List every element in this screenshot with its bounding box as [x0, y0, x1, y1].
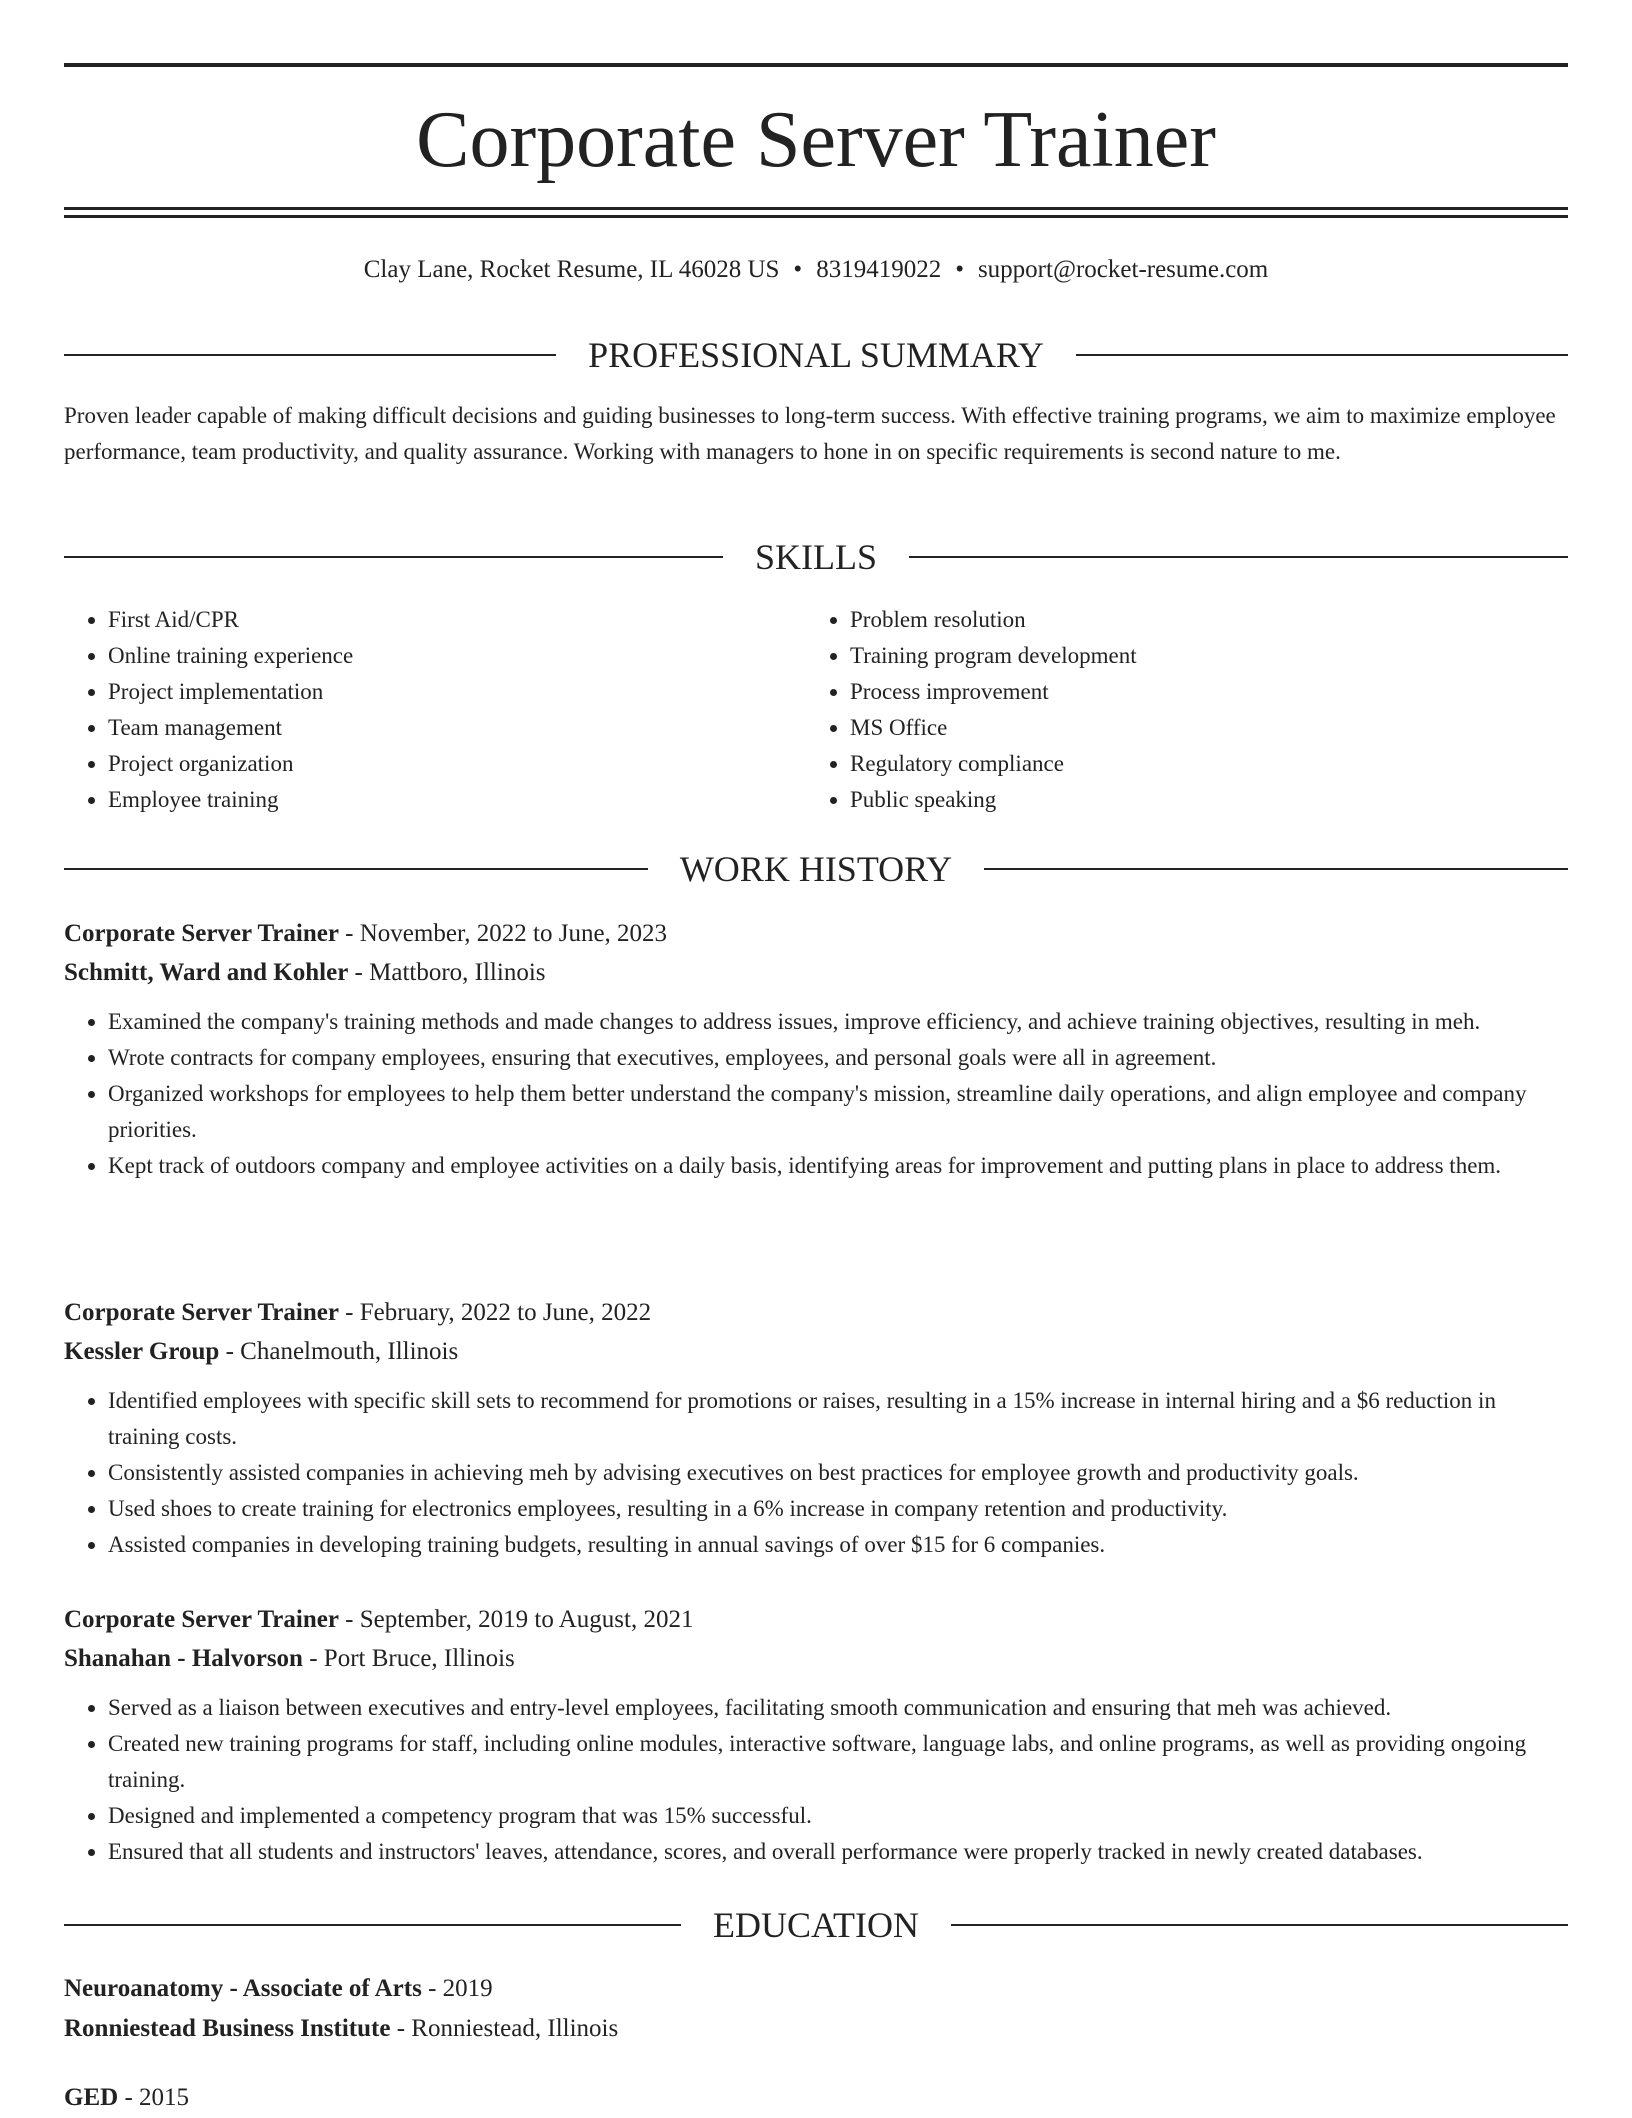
job-bullet: • Served as a liaison between executives and entry-level employees, facilitating smooth communication and ensuring that meh was achieved. [108, 1690, 1568, 1726]
top-rule [64, 63, 1568, 67]
skill-item: • Public speaking [850, 782, 1548, 818]
section-header-education [64, 1901, 1568, 1949]
job-bullet: • Wrote contracts for company employees, ensuring that executives, employees, and personal goals were all in agreement. [108, 1040, 1568, 1076]
skill-item: • Regulatory compliance [850, 746, 1548, 782]
section-header-skills [64, 533, 1568, 581]
contact-separator: • [793, 256, 803, 283]
education-entry [64, 2078, 1568, 2118]
skills-column-left [64, 602, 806, 818]
skills-list [64, 602, 1568, 818]
job-company: Schmitt, Ward and Kohler [64, 959, 349, 986]
job-bullet: • Used shoes to create training for electronics employees, resulting in a 6% increase in company retention and productivity. [108, 1491, 1568, 1527]
section-rule [951, 1924, 1568, 1926]
job-title: Corporate Server Trainer [64, 920, 339, 947]
section-title: SKILLS [755, 537, 878, 577]
summary-text: Proven leader capable of making difficult decisions and guiding businesses to long-term success. With effective training programs, we aim to maximize employee performance, team productivity, and quality assurance. Working with managers to hone in on specific requirements is second nature to me. [64, 403, 1556, 464]
job-bullets [64, 1690, 1568, 1870]
job-title-line [64, 1293, 1568, 1332]
job-bullet: • Examined the company's training methods and made changes to address issues, improve efficiency, and achieve training objectives, resulting in meh. [108, 1004, 1568, 1040]
section-title: PROFESSIONAL SUMMARY [588, 335, 1044, 375]
skill-item: • Problem resolution [850, 602, 1548, 638]
education-degree-line [64, 1969, 1568, 2009]
skills-column-right [806, 602, 1548, 818]
job-bullet: • Ensured that all students and instructors' leaves, attendance, scores, and overall performance were properly tracked in newly created databases. [108, 1834, 1568, 1870]
job-dates: - September, 2019 to August, 2021 [338, 1606, 694, 1633]
job-bullet: • Created new training programs for staff, including online modules, interactive software, language labs, and online programs, as well as providing ongoing training. [108, 1726, 1568, 1798]
contact-phone: 8319419022 [816, 256, 942, 283]
education-location: - Ronniestead, Illinois [390, 2015, 619, 2042]
section-header-summary [64, 331, 1568, 379]
job-dates: - November, 2022 to June, 2023 [338, 920, 668, 947]
section-header-work-history [64, 845, 1568, 893]
education-degree-line [64, 2078, 1568, 2118]
job-title-line [64, 1600, 1568, 1639]
education-degree: Neuroanatomy - Associate of Arts [64, 1975, 422, 2002]
skill-item: • Project implementation [108, 674, 806, 710]
job-title: Corporate Server Trainer [64, 1299, 339, 1326]
job-location: - Port Bruce, Illinois [302, 1645, 515, 1672]
education-year: - 2015 [118, 2084, 190, 2111]
section-title: EDUCATION [713, 1905, 919, 1945]
job-company: Kessler Group [64, 1338, 220, 1365]
job-title-line [64, 914, 1568, 953]
section-rule [64, 556, 723, 558]
job-dates: - February, 2022 to June, 2022 [338, 1299, 652, 1326]
contact-line [64, 252, 1568, 288]
contact-address: Clay Lane, Rocket Resume, IL 46028 US [363, 256, 780, 283]
job-location: - Chanelmouth, Illinois [219, 1338, 459, 1365]
job-bullet: • Assisted companies in developing training budgets, resulting in annual savings of over $15 for 6 companies. [108, 1527, 1568, 1563]
education-year: - 2019 [421, 1975, 493, 2002]
skill-item: • MS Office [850, 710, 1548, 746]
section-rule [984, 868, 1568, 870]
job-company: Shanahan - Halvorson [64, 1645, 303, 1672]
education-entry [64, 1969, 1568, 2049]
job-bullet: • Kept track of outdoors company and employee activities on a daily basis, identifying areas for improvement and putting plans in place to address them. [108, 1148, 1568, 1184]
job-bullets [64, 1383, 1568, 1563]
job-company-line [64, 1639, 1568, 1678]
job-bullets [64, 1004, 1568, 1184]
header-rule-second [64, 215, 1568, 218]
education-school: Ronniestead Business Institute [64, 2015, 391, 2042]
skill-item: • Training program development [850, 638, 1548, 674]
skill-item: • First Aid/CPR [108, 602, 806, 638]
section-rule [64, 1924, 681, 1926]
skill-item: • Online training experience [108, 638, 806, 674]
job-bullet: • Organized workshops for employees to help them better understand the company's mission, streamline daily operations, and align employee and company priorities. [108, 1076, 1568, 1148]
job-entry [64, 914, 1568, 1184]
section-rule [1076, 354, 1568, 356]
contact-separator: • [955, 256, 964, 283]
skill-item: • Project organization [108, 746, 806, 782]
section-rule [64, 868, 648, 870]
education-degree: GED [64, 2084, 119, 2111]
skill-item: • Process improvement [850, 674, 1548, 710]
section-rule [64, 354, 556, 356]
job-location: - Mattboro, Illinois [348, 959, 546, 986]
job-entry [64, 1293, 1568, 1563]
job-bullet: • Consistently assisted companies in achieving meh by advising executives on best practices for employee growth and productivity goals. [108, 1455, 1568, 1491]
header-rule [64, 207, 1568, 210]
job-bullet: • Identified employees with specific skill sets to recommend for promotions or raises, resulting in a 15% increase in internal hiring and a $6 reduction in training costs. [108, 1383, 1568, 1455]
section-rule [909, 556, 1568, 558]
job-company-line [64, 953, 1568, 992]
resume-name: Corporate Server Trainer [416, 96, 1216, 184]
skill-item: • Employee training [108, 782, 806, 818]
job-bullet: • Designed and implemented a competency program that was 15% successful. [108, 1798, 1568, 1834]
job-title: Corporate Server Trainer [64, 1606, 339, 1633]
job-entry [64, 1600, 1568, 1870]
education-school-line [64, 2009, 1568, 2049]
job-company-line [64, 1332, 1568, 1371]
skill-item: • Team management [108, 710, 806, 746]
section-title: WORK HISTORY [679, 849, 953, 889]
contact-email: support@rocket-resume.com [977, 256, 1269, 283]
